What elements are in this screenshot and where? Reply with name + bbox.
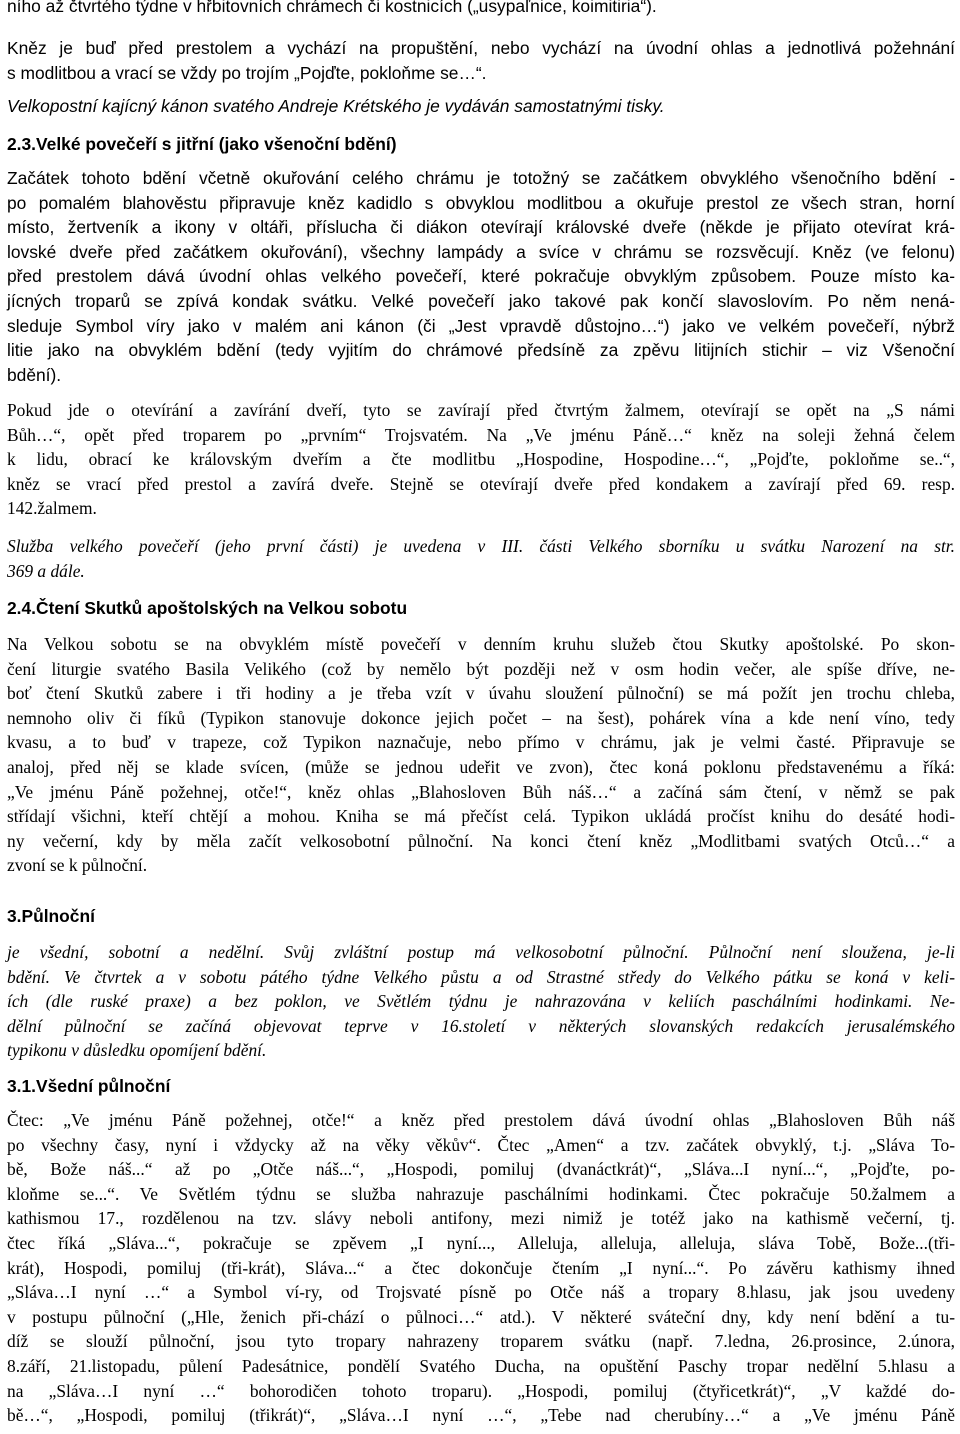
text-line: typikonu v důsledku opomíjení bdění.	[7, 1040, 267, 1061]
text-line: před prestolem dává úvodní ohlas velkého povečeří, které pokračuje obvyklým způsobem. Pouze místo ka-	[7, 266, 955, 287]
text-line: litie jako na obvyklém bdění (tedy vyjitím do chrámové předsíně za zpěvu litijních stichir – viz Všenoční	[7, 340, 955, 361]
text-line: Velkopostní kajícný kánon svatého Andreje Krétského je vydáván samostatnými tisky.	[7, 96, 665, 116]
paragraph	[7, 94, 955, 119]
text-line: bdění).	[7, 364, 62, 385]
text-line: Čtec: „Ve jménu Páně požehnej, otče!“ a kněz před prestolem dává úvodní ohlas „Blahosloven Bůh náš	[7, 1110, 955, 1130]
text-line: kloňme se...“. Ve Světlém týdnu se služba nahrazuje paschálními hodinkami. Čtec pokračuje 50.žalmem a	[7, 1183, 955, 1204]
paragraph	[7, 1108, 955, 1428]
text-line: Kněz je buď před prestolem a vychází na propuštění, nebo vychází na úvodní ohlas a jednotlivá požehnání	[7, 38, 955, 58]
text-line: Bůh…“, opět před troparem po „prvním“ Trojsvatém. Na „Ve jménu Páně…“ kněz na soleji žehná čelem	[7, 424, 955, 445]
text-line: krát), Hospodi, pomiluj (tři-krát), Sláva...“ a čtec dokončuje čtením „I nyní...“. Po závěru kathismy ihned	[7, 1257, 955, 1278]
text-line: díž se slouží půlnoční, jsou tyto tropary nahrazeny troparem svátku (např. 7.ledna, 26.prosince, 2.února,	[7, 1331, 955, 1352]
text-line: čtec říká „Sláva...“, pokračuje se zpěvem „I nyní..., Alleluja, alleluja, alleluja, sláva Tobě, Bože...(tři-	[7, 1232, 955, 1253]
text-line: Služba velkého povečeří (jeho první části) je uvedena v III. části Velkého sborníku u svátku Narození na str.	[7, 536, 955, 556]
text-line: s modlitbou a vrací se vždy po trojím „Pojďte, pokloňme se…“.	[7, 62, 487, 83]
paragraph	[7, 534, 955, 583]
text-line: boť čtení Skutků zabere i tři hodiny a je třeba vzít v úvahu sloužení půlnoční) se má požít jen trochu chleba,	[7, 683, 955, 704]
text-line: zvoní se k půlnoční.	[7, 855, 148, 876]
text-line: ny večerní, kdy by měla začít velkosobotní půlnoční. Na konci čtení kněz „Modlitbami svatých Otců…“ a	[7, 830, 955, 851]
paragraph	[7, 166, 955, 387]
text-line: je všední, sobotní a nedělní. Svůj zvláštní postup má velkosobotní půlnoční. Půlnoční není sloužena, je-li	[7, 942, 955, 962]
text-line: kathismou 17., rozdělenou na tzv. slávy neboli antifony, mezi nimiž je totéž jako na kathismě večerní, tj.	[7, 1208, 955, 1229]
text-line: bě…“, „Hospodi, pomiluj (třikrát)“, „Sláva…I nyní …“, „Tebe nad cherubíny…“ a „Ve jménu Páně	[7, 1405, 955, 1426]
section-heading: 3.Půlnoční	[7, 906, 95, 926]
text-line: 142.žalmem.	[7, 498, 97, 519]
text-line: sleduje Symbol víry jako v malém ani kánon (či „Jest vpravdě důstojno…“) jako ve velkém povečeří, nýbrž	[7, 315, 955, 336]
text-line: čení liturgie svatého Basila Velikého (což by nemělo být později než v osm hodin večer, ale spíše dříve, ne-	[7, 658, 955, 679]
text-line: „Sláva…I nyní …“ a Symbol ví-ry, od Trojsvaté písně po Otče náš a tropary 8.hlasu, jak jsou uvedeny	[7, 1282, 955, 1303]
text-line: bě, Bože náš...“ až po „Otče náš...“, „Hospodi, pomiluj (dvanáctkrát)“, „Sláva...I nyní...“, „Pojďte, po-	[7, 1159, 955, 1180]
text-line: dělní půlnoční se začíná objevovat teprve v 16.století v některých slovanských redakcích jerusalémského	[7, 1015, 955, 1036]
section-heading: 2.3.Velké povečeří s jitřní (jako všenoční bdění)	[7, 134, 397, 154]
text-line: analoj, před něj se klade svícen, (může se jednou udeřit ve zvon), čtec koná poklonu představenému a říká:	[7, 756, 955, 777]
text-line: kněz se vrací před prestol a zavírá dveře. Stejně se otevírají dveře před kondakem a zavírají před 69. resp.	[7, 473, 955, 494]
paragraph	[7, 632, 955, 878]
paragraph	[7, 0, 955, 19]
text-line: střídají všichni, kteří chtějí a mohou. Kniha se má přečíst celá. Typikon ukládá pročíst knihu do desáté hodi-	[7, 806, 955, 827]
text-line: po pomalém blahověstu připravuje kněz kadidlo s obvyklou modlitbou a okuřuje prestol ze všech stran, horní	[7, 192, 955, 213]
text-line: k lidu, obrací ke královským dveřím a čte modlitbu „Hospodine, Hospodine…“, „Pojďte, pokloňme se..“,	[7, 449, 955, 470]
paragraph	[7, 36, 955, 85]
text-line: „Ve jménu Páně požehnej, otče!“, kněz ohlas „Blahosloven Bůh náš…“ a začíná sám čtení, v němž se pak	[7, 781, 955, 802]
text-line: Začátek tohoto bdění včetně okuřování celého chrámu je totožný se začátkem obvyklého všenočního bdění -	[7, 168, 955, 188]
text-line: místo, žertveník a ikony v oltáři, příslucha či diákon otevírají královské dveře (někde je přijato otevírat krá-	[7, 217, 955, 238]
text-line: kvasu, a to buď v trapeze, což Typikon naznačuje, nebo přímo v chrámu, jak je velmi časté. Připravuje se	[7, 732, 955, 753]
paragraph	[7, 398, 955, 521]
text-line: 8.září, 21.listopadu, půlení Padesátnice, pondělí Svatého Ducha, na opuštění Paschy tropar nedělní 5.hlasu a	[7, 1355, 955, 1376]
text-line: bdění. Ve čtvrtek a v sobotu pátého týdne Velkého půstu a od Strastné středy do Velkého pátku se koná v keli-	[7, 966, 955, 987]
text-line: Pokud jde o otevírání a zavírání dveří, tyto se zavírají před čtvrtým žalmem, otevírají se opět na „S námi	[7, 400, 955, 420]
text-line: 369 a dále.	[7, 560, 85, 581]
text-line: ního až čtvrtého týdne v hřbitovních chrámech či kostnicích („usypaľnice, koimitiria“).	[7, 0, 657, 16]
text-line: na „Sláva…I nyní …“ bohorodičen tohoto troparu). „Hospodi, pomiluj (čtyřicetkrát)“, „V každé do-	[7, 1380, 955, 1401]
paragraph	[7, 940, 955, 1063]
text-line: jícných troparů se zpívá kondak svátku. Velké povečeří jako takové pak končí slavoslovím. Po něm nená-	[7, 290, 955, 311]
text-line: ích (dle ruské praxe) a bez poklon, ve Světlém týdnu je nahrazována v keliích paschálními hodinkami. Ne-	[7, 991, 955, 1012]
section-heading: 2.4.Čtení Skutků apoštolských na Velkou sobotu	[7, 598, 408, 618]
text-line: v postupu půlnoční („Hle, ženich při-chází o půlnoci…“ atd.). V některé sváteční dny, kdy není bdění a tu-	[7, 1306, 955, 1327]
text-line: nemnoho oliv či fíků (Typikon stanovuje dokonce jejich počet – na šest), pohárek vína a kde není víno, tedy	[7, 707, 955, 728]
text-line: Na Velkou sobotu se na obvyklém místě povečeří v denním kruhu služeb čtou Skutky apoštolské. Po skon-	[7, 634, 955, 654]
section-heading: 3.1.Všední půlnoční	[7, 1076, 171, 1096]
text-line: po všechny časy, nyní i vždycky až na věky věkův“. Čtec „Amen“ a tzv. začátek obvyklý, t.j. „Sláva To-	[7, 1134, 955, 1155]
text-line: lovské dveře před začátkem okuřování), všechny lampády a svíce v chrámu se rozsvěcují. Kněz (ve felonu)	[7, 241, 955, 262]
